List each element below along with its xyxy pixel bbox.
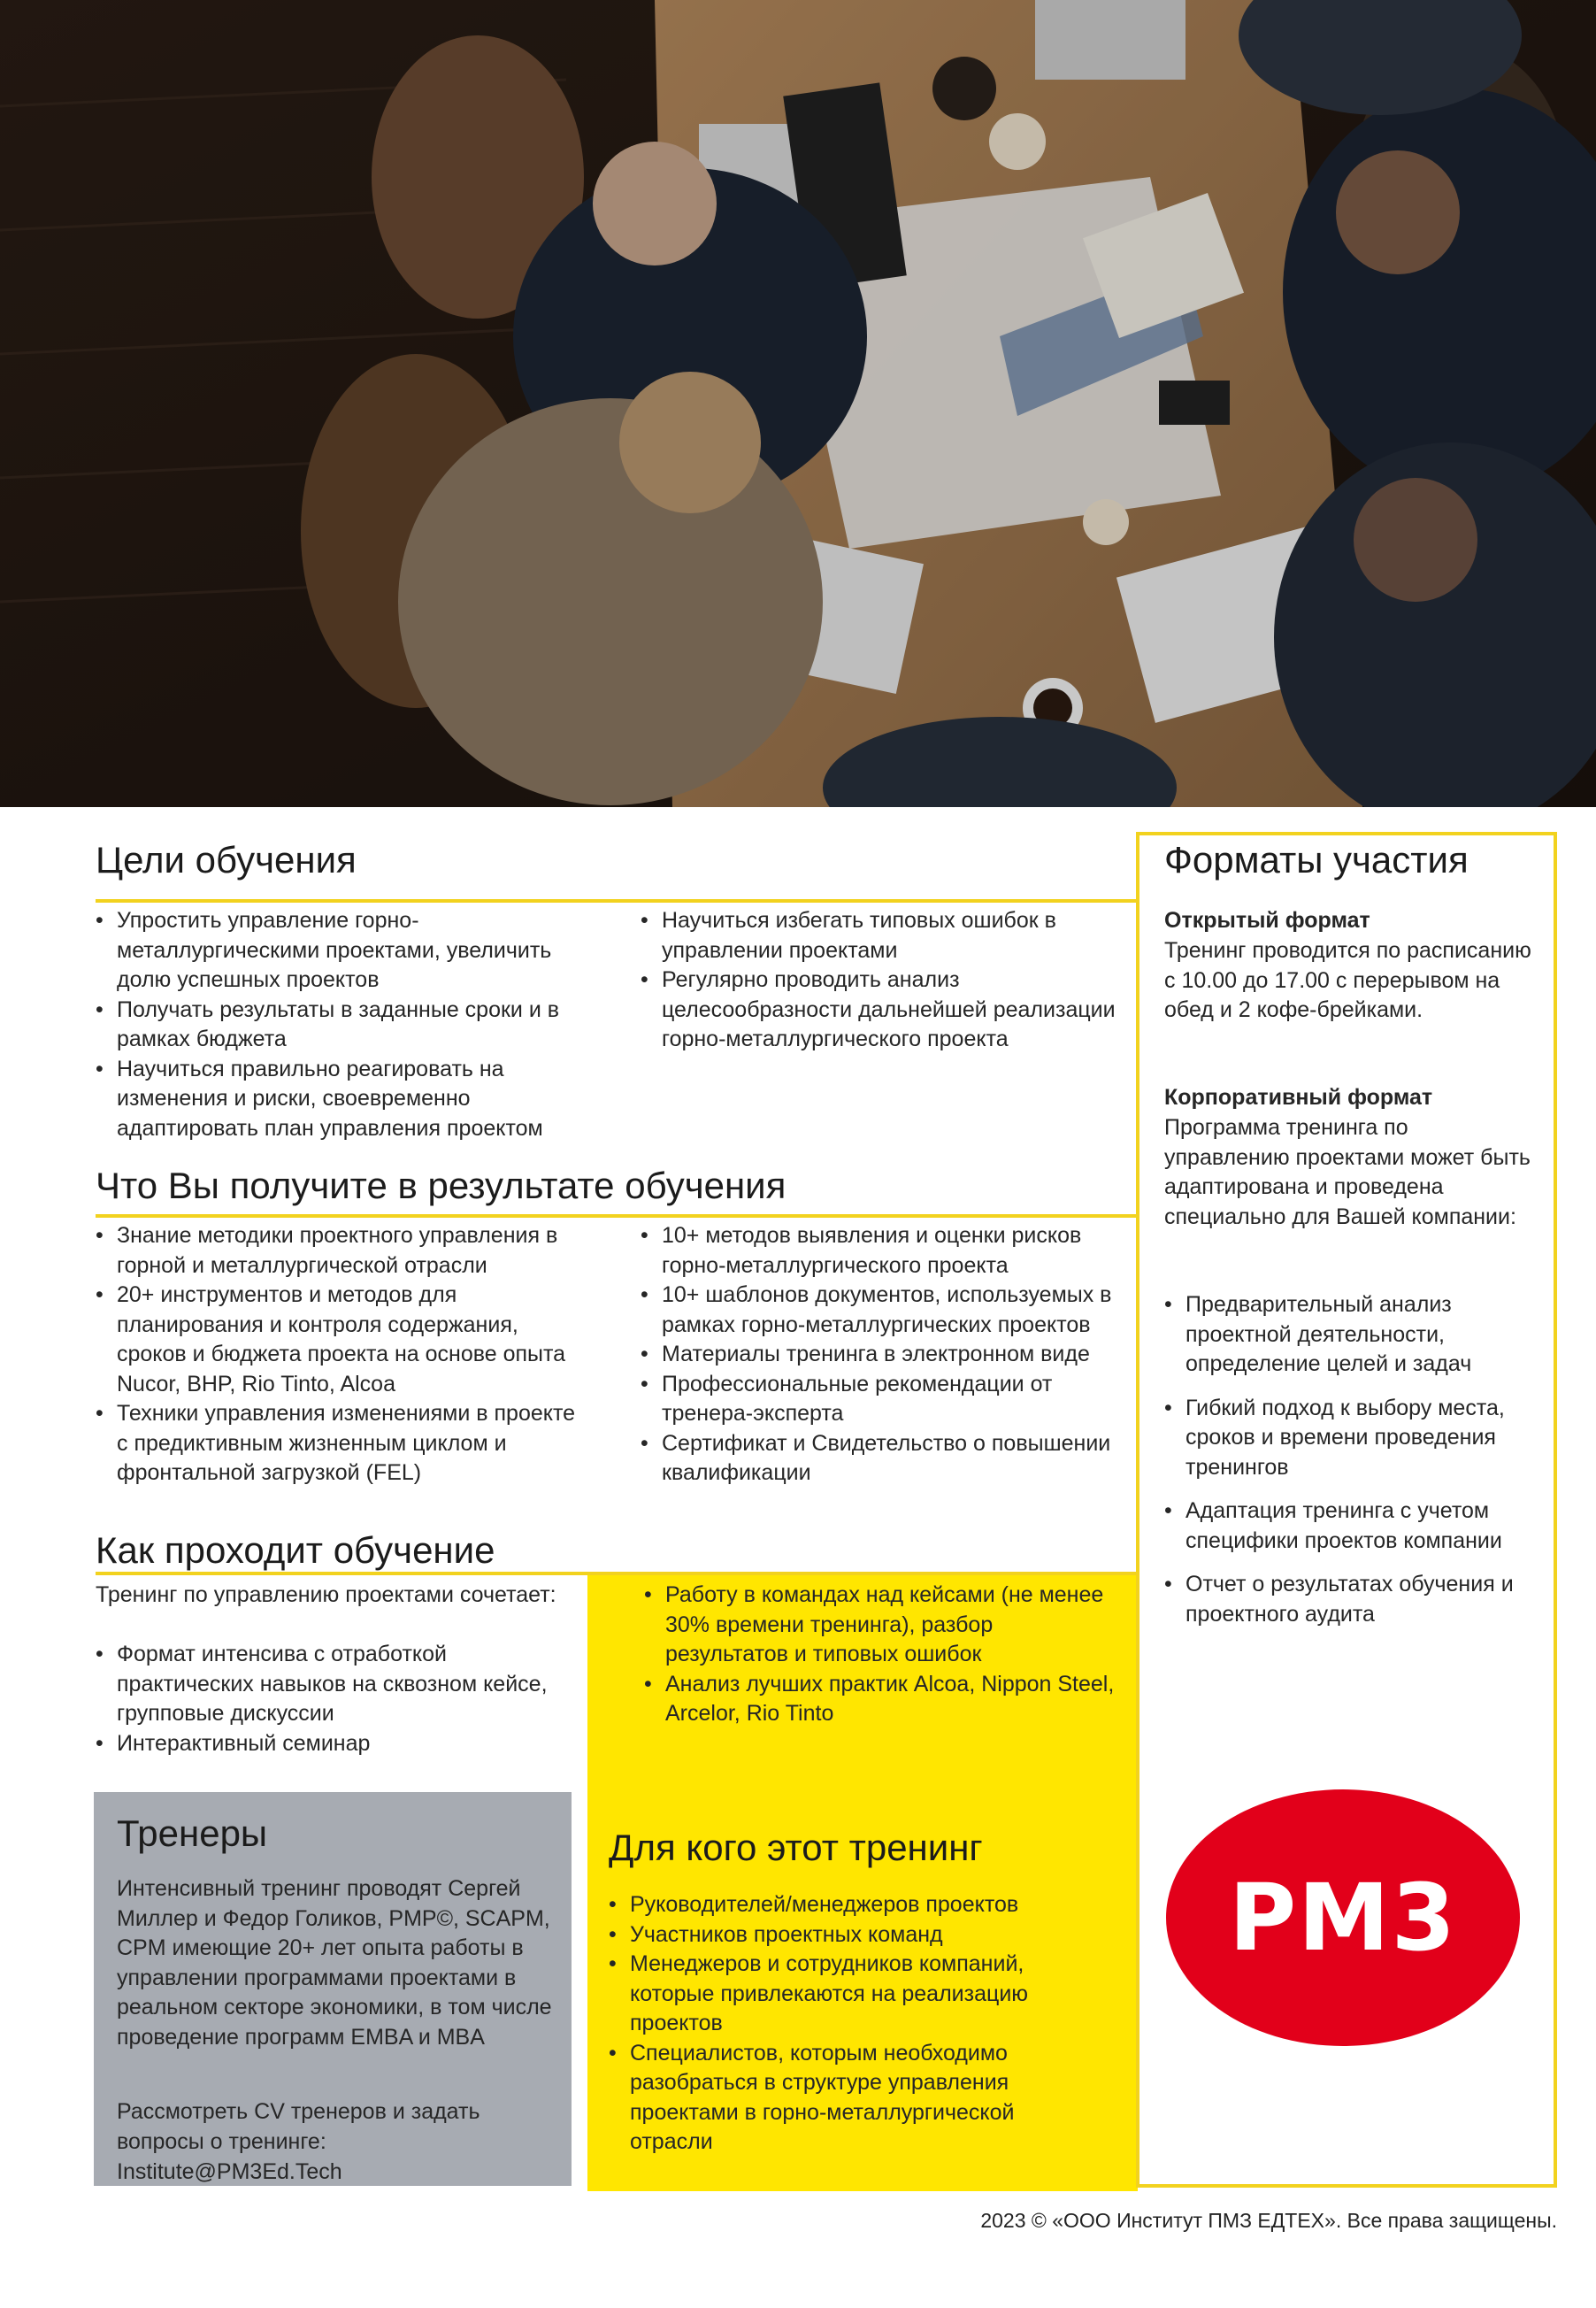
list-item: • 20+ инструментов и методов для планирования и контроля содержания, сроков и бюджета проекта на основе опыта Nucor, BHP, Rio Tinto, Alcoa [96, 1281, 591, 1399]
goals-list-left [96, 906, 591, 1143]
list-item: • Интерактивный семинар [96, 1729, 556, 1759]
list-item: • Формат интенсива с отработкой практических навыков на сквозном кейсе, групповые дискуссии [96, 1640, 556, 1729]
results-title: Что Вы получите в результате обучения [96, 1165, 786, 1206]
results-underline [96, 1214, 1138, 1218]
how-title: Как проходит обучение [96, 1529, 495, 1571]
list-item: • Техники управления изменениями в проекте с предиктивным жизненным циклом и фронтальной загрузкой (FEL) [96, 1399, 591, 1489]
list-item: • Знание методики проектного управления в горной и металлургической отрасли [96, 1221, 591, 1281]
how-intro: Тренинг по управлению проектами сочетает: [96, 1582, 556, 1607]
trainers-email-link[interactable]: Institute@PM3Ed.Tech [117, 2159, 342, 2184]
audience-title: Для кого этот тренинг [609, 1827, 983, 1868]
corporate-format-list [1164, 1290, 1536, 1629]
list-item: • Руководителей/менеджеров проектов [609, 1890, 1069, 1920]
copyright-footer: 2023 © «ООО Институт ПМЗ ЕДТЕХ». Все права защищены. [980, 2209, 1557, 2232]
meeting-photo-illustration [0, 0, 1596, 807]
list-item: • Сертификат и Свидетельство о повышении квалификации [641, 1429, 1136, 1489]
list-item: • Специалистов, которым необходимо разобраться в структуре управления проектами в горно-металлургической отрасли [609, 2039, 1069, 2158]
how-list-right [644, 1581, 1122, 1729]
results-list-left [96, 1221, 591, 1489]
open-format-text: Тренинг проводится по расписанию с 10.00 до 17.00 с перерывом на обед и 2 кофе-брейками. [1164, 938, 1531, 1022]
goals-title: Цели обучения [96, 839, 357, 881]
list-item: • Регулярно проводить анализ целесообразности дальнейшей реализации горно-металлургического проекта [641, 966, 1136, 1055]
list-item: • Анализ лучших практик Alcoa, Nippon Steel, Arcelor, Rio Tinto [644, 1670, 1122, 1729]
goals-underline [96, 899, 1138, 903]
formats-title: Форматы участия [1164, 839, 1469, 881]
list-item: • Адаптация тренинга с учетом специфики проектов компании [1164, 1496, 1536, 1556]
corporate-format-title: Корпоративный формат [1164, 1085, 1433, 1110]
trainers-title: Тренеры [117, 1812, 268, 1854]
list-item: • Предварительный анализ проектной деятельности, определение целей и задач [1164, 1290, 1536, 1380]
corporate-format-text: Программа тренинга по управлению проектами может быть адаптирована и проведена специально для Вашей компании: [1164, 1115, 1531, 1229]
list-item: • Научиться избегать типовых ошибок в управлении проектами [641, 906, 1136, 966]
open-format-title: Открытый формат [1164, 908, 1370, 933]
trainers-contact-text: Рассмотреть CV тренеров и задать вопросы о тренинге: [117, 2099, 480, 2154]
list-item: • 10+ методов выявления и оценки рисков горно-металлургического проекта [641, 1221, 1136, 1281]
list-item: • Отчет о результатах обучения и проектного аудита [1164, 1570, 1536, 1629]
list-item: • Научиться правильно реагировать на изменения и риски, своевременно адаптировать план управления проектом [96, 1055, 591, 1144]
list-item: • Гибкий подход к выбору места, сроков и времени проведения тренингов [1164, 1394, 1536, 1483]
how-list-left [96, 1640, 556, 1758]
list-item: • Участников проектных команд [609, 1920, 1069, 1950]
hero-photo [0, 0, 1596, 807]
list-item: • Материалы тренинга в электронном виде [641, 1340, 1136, 1370]
list-item: • 10+ шаблонов документов, используемых в рамках горно-металлургических проектов [641, 1281, 1136, 1340]
how-underline [96, 1572, 587, 1575]
list-item: • Менеджеров и сотрудников компаний, которые привлекаются на реализацию проектов [609, 1950, 1069, 2039]
audience-list [609, 1890, 1069, 2158]
list-item: • Профессиональные рекомендации от тренера-эксперта [641, 1370, 1136, 1429]
trainers-text: Интенсивный тренинг проводят Сергей Миллер и Федор Голиков, PMP©, SCAPM, CPM имеющие 20+ лет опыта работы в управлении программами проектами в реальном секторе экономики, в том числе проведение программ EMBA и MBA [117, 1876, 552, 2050]
pm3-logo-text: PM3 [1228, 1864, 1458, 1972]
goals-list-right [641, 906, 1136, 1055]
results-list-right [641, 1221, 1136, 1489]
list-item: • Работу в командах над кейсами (не менее 30% времени тренинга), разбор результатов и типовых ошибок [644, 1581, 1122, 1670]
list-item: • Получать результаты в заданные сроки и в рамках бюджета [96, 996, 591, 1055]
list-item: • Упростить управление горно-металлургическими проектами, увеличить долю успешных проектов [96, 906, 591, 996]
